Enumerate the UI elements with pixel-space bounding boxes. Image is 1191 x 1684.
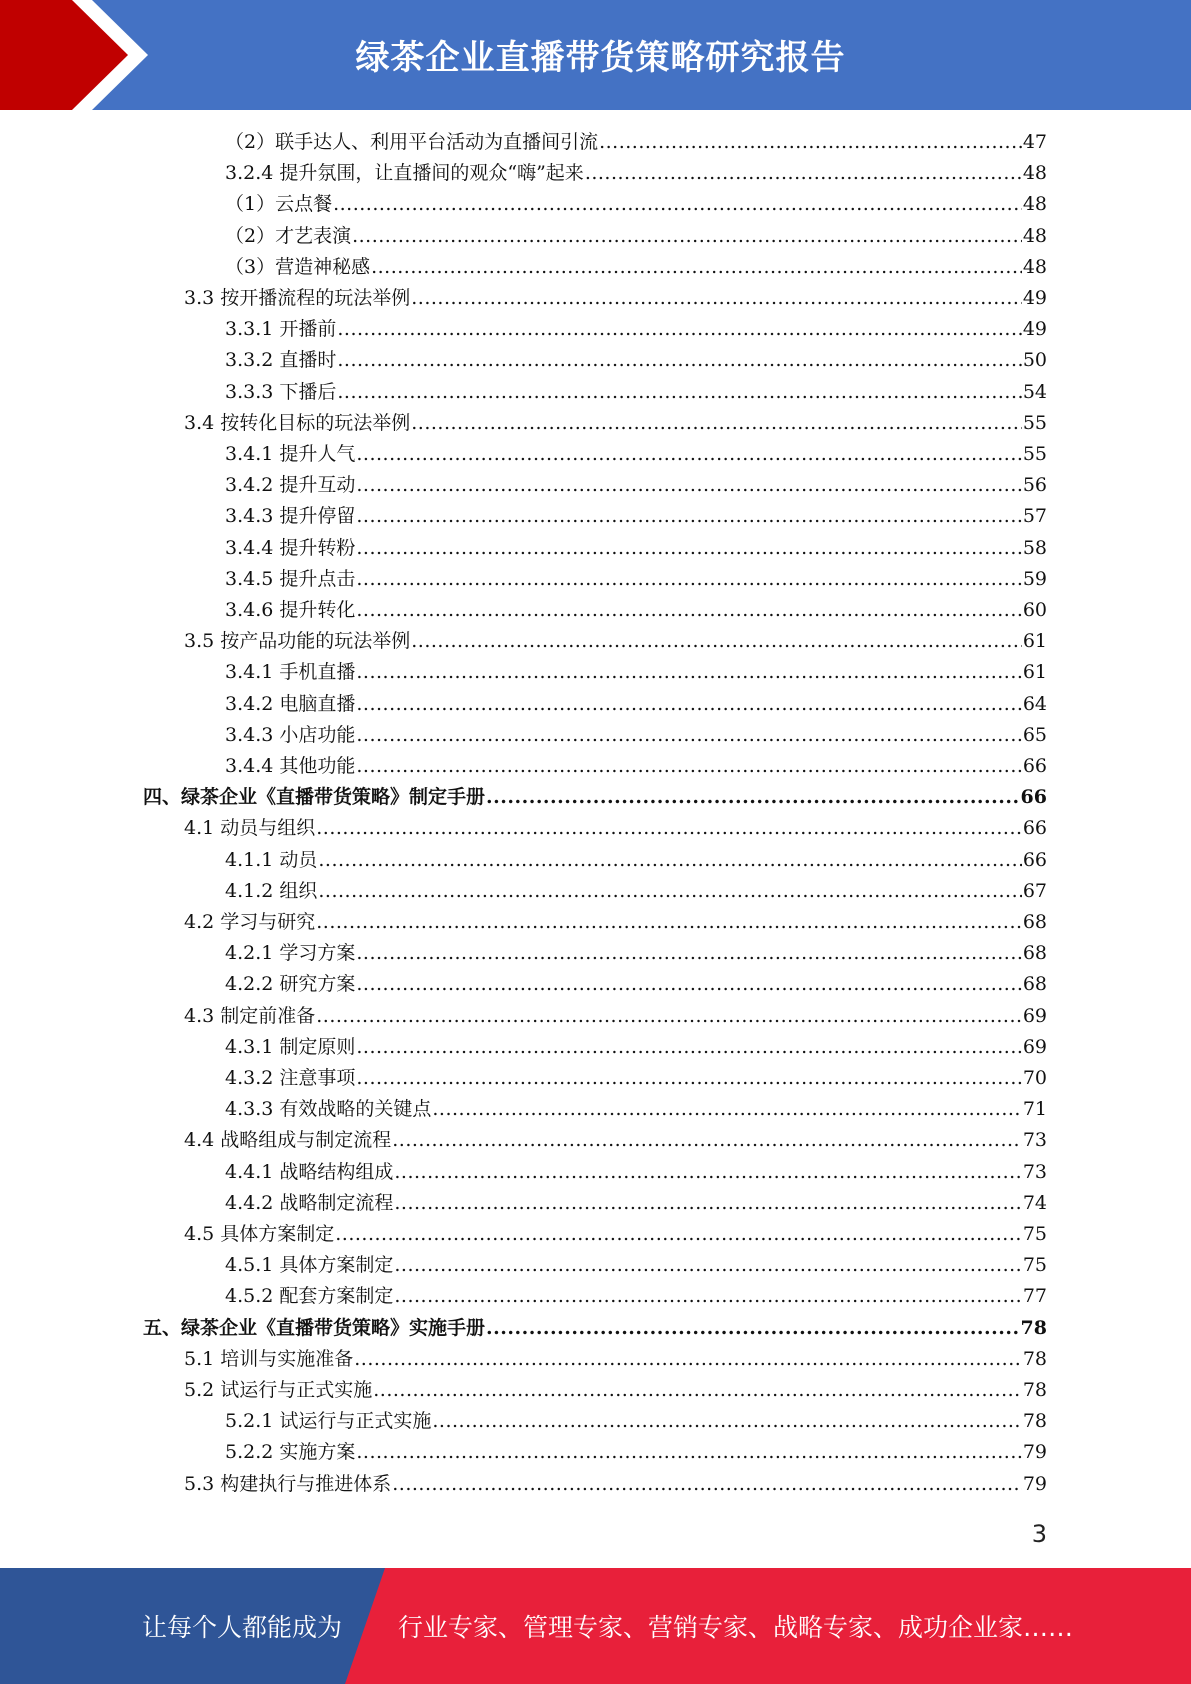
- toc-entry[interactable]: [225, 1094, 1047, 1125]
- toc-dot-leader: [318, 876, 1021, 907]
- toc-entry[interactable]: [225, 1032, 1047, 1063]
- toc-entry[interactable]: [225, 1157, 1047, 1188]
- toc-entry[interactable]: [225, 595, 1047, 626]
- toc-entry-title: 5.3 构建执行与推进体系: [184, 1472, 392, 1495]
- toc-dot-leader: [356, 689, 1021, 720]
- toc-entry[interactable]: [184, 1125, 1047, 1156]
- toc-dot-leader: [486, 1313, 1020, 1344]
- toc-dot-leader: [316, 1001, 1022, 1032]
- toc-dot-leader: [356, 657, 1021, 688]
- toc-entry-page: 75: [1022, 1223, 1047, 1245]
- toc-entry[interactable]: [225, 1281, 1047, 1312]
- toc-entry-page: 66: [1022, 755, 1047, 777]
- toc-entry-title: 4.4.1 战略结构组成: [225, 1160, 394, 1183]
- toc-entry[interactable]: [143, 782, 1047, 813]
- toc-entry-page: 55: [1022, 443, 1047, 465]
- toc-entry-title: 3.3.1 开播前: [225, 318, 337, 341]
- toc-entry-title: 4.3.3 有效战略的关键点: [225, 1098, 432, 1121]
- toc-entry-page: 73: [1022, 1160, 1047, 1183]
- toc-entry-page: 69: [1022, 1035, 1047, 1058]
- toc-entry-page: 48: [1022, 224, 1047, 247]
- toc-entry[interactable]: [225, 252, 1047, 283]
- toc-entry-page: 79: [1022, 1472, 1047, 1495]
- toc-entry[interactable]: [225, 657, 1047, 688]
- toc-entry-page: 79: [1022, 1441, 1047, 1464]
- toc-dot-leader: [356, 1032, 1021, 1063]
- toc-dot-leader: [316, 813, 1022, 844]
- toc-dot-leader: [356, 938, 1021, 969]
- toc-entry-title: （2）联手达人、利用平台活动为直播间引流: [225, 131, 599, 153]
- toc-dot-leader: [394, 1250, 1021, 1281]
- toc-dot-leader: [432, 1094, 1021, 1125]
- toc-entry-title: 4.2 学习与研究: [184, 911, 316, 933]
- toc-entry-title: 4.4.2 战略制定流程: [225, 1191, 394, 1214]
- page-footer: [0, 1568, 1191, 1684]
- toc-entry[interactable]: [225, 1406, 1047, 1437]
- toc-entry[interactable]: [225, 720, 1047, 751]
- toc-entry-title: 4.5.1 具体方案制定: [225, 1254, 394, 1277]
- page-number: 3: [1031, 1520, 1047, 1548]
- toc-entry-title: 3.3 按开播流程的玩法举例: [184, 287, 411, 309]
- toc-entry-title: 3.4.3 小店功能: [225, 723, 356, 746]
- toc-entry-page: 47: [1022, 131, 1047, 153]
- toc-entry[interactable]: [225, 533, 1047, 564]
- toc-entry-page: 48: [1022, 162, 1047, 185]
- toc-dot-leader: [356, 751, 1021, 782]
- toc-dot-leader: [356, 1437, 1021, 1468]
- toc-entry[interactable]: [225, 969, 1047, 1000]
- toc-dot-leader: [337, 314, 1021, 345]
- toc-entry-page: 66: [1022, 817, 1047, 840]
- toc-entry-page: 73: [1022, 1129, 1047, 1152]
- toc-entry-title: 4.1 动员与组织: [184, 817, 316, 840]
- toc-dot-leader: [394, 1188, 1021, 1219]
- toc-dot-leader: [337, 377, 1021, 408]
- toc-dot-leader: [373, 1375, 1022, 1406]
- toc-entry-page: 58: [1022, 536, 1047, 559]
- toc-entry-page: 49: [1022, 318, 1047, 341]
- toc-dot-leader: [352, 221, 1022, 252]
- toc-entry[interactable]: [225, 845, 1047, 876]
- toc-entry-title: 4.1.2 组织: [225, 879, 318, 902]
- toc-entry-title: 4.2.2 研究方案: [225, 973, 356, 996]
- toc-entry[interactable]: [184, 1344, 1047, 1375]
- toc-entry-title: 4.3.1 制定原则: [225, 1035, 356, 1058]
- toc-entry[interactable]: [225, 876, 1047, 907]
- footer-slogan: 让每个人都能成为: [142, 1613, 343, 1642]
- toc-entry-page: 59: [1022, 567, 1047, 590]
- toc-entry-title: 4.1.1 动员: [225, 848, 318, 871]
- toc-entry-title: 4.3 制定前准备: [184, 1004, 316, 1027]
- toc-entry[interactable]: [225, 564, 1047, 595]
- toc-entry-page: 78: [1022, 1379, 1047, 1401]
- toc-dot-leader: [392, 1125, 1022, 1156]
- toc-entry-title: （1）云点餐: [225, 193, 333, 216]
- toc-entry[interactable]: [225, 938, 1047, 969]
- toc-entry-page: 78: [1022, 1347, 1047, 1370]
- toc-dot-leader: [337, 345, 1021, 376]
- toc-entry[interactable]: [184, 626, 1047, 657]
- toc-entry-page: 55: [1022, 411, 1047, 434]
- toc-entry-page: 48: [1022, 193, 1047, 216]
- toc-entry[interactable]: [225, 377, 1047, 408]
- toc-entry-page: 69: [1022, 1004, 1047, 1027]
- toc-dot-leader: [486, 782, 1020, 813]
- toc-entry[interactable]: [184, 1375, 1047, 1406]
- toc-entry-title: 4.5 具体方案制定: [184, 1223, 335, 1245]
- toc-dot-leader: [411, 408, 1022, 439]
- toc-entry-page: 65: [1022, 723, 1047, 746]
- toc-dot-leader: [432, 1406, 1021, 1437]
- toc-dot-leader: [356, 470, 1021, 501]
- toc-entry[interactable]: [184, 813, 1047, 844]
- footer-roles: 行业专家、管理专家、营销专家、战略专家、成功企业家……: [398, 1613, 1074, 1642]
- toc-entry[interactable]: [225, 314, 1047, 345]
- toc-entry[interactable]: [225, 158, 1047, 189]
- toc-entry-page: 78: [1020, 1316, 1047, 1339]
- toc-entry-title: 3.2.4 提升氛围，让直播间的观众“嗨”起来: [225, 162, 584, 185]
- toc-entry-page: 66: [1020, 786, 1047, 809]
- toc-entry-title: 3.3.3 下播后: [225, 380, 337, 403]
- page-header: [0, 0, 1191, 110]
- toc-entry[interactable]: [184, 283, 1047, 314]
- toc-dot-leader: [354, 1344, 1022, 1375]
- toc-entry-title: 3.4.1 提升人气: [225, 443, 356, 465]
- toc-dot-leader: [411, 283, 1022, 314]
- toc-dot-leader: [356, 969, 1021, 1000]
- toc-dot-leader: [318, 845, 1021, 876]
- toc-entry[interactable]: [225, 1063, 1047, 1094]
- toc-dot-leader: [371, 252, 1022, 283]
- toc-entry-title: 5.2.2 实施方案: [225, 1441, 356, 1464]
- toc-entry-title: 4.2.1 学习方案: [225, 942, 356, 965]
- toc-entry-page: 49: [1022, 287, 1047, 309]
- toc-entry-title: 3.4.2 提升互动: [225, 474, 356, 497]
- toc-entry[interactable]: [225, 1250, 1047, 1281]
- toc-entry[interactable]: [184, 1001, 1047, 1032]
- toc-entry-title: 5.2 试运行与正式实施: [184, 1379, 373, 1401]
- toc-dot-leader: [316, 907, 1022, 938]
- toc-entry-page: 68: [1022, 911, 1047, 933]
- toc-entry-page: 57: [1022, 505, 1047, 528]
- toc-dot-leader: [356, 533, 1021, 564]
- toc-dot-leader: [394, 1281, 1021, 1312]
- toc-dot-leader: [356, 720, 1021, 751]
- toc-entry-title: （2）才艺表演: [225, 224, 352, 247]
- toc-dot-leader: [356, 1063, 1021, 1094]
- toc-entry-title: 3.4.4 提升转粉: [225, 536, 356, 559]
- toc-dot-leader: [335, 1219, 1022, 1250]
- toc-entry-title: 3.3.2 直播时: [225, 349, 337, 372]
- toc-entry-page: 71: [1022, 1098, 1047, 1121]
- toc-entry-page: 75: [1022, 1254, 1047, 1277]
- toc-entry[interactable]: [184, 907, 1047, 938]
- toc-entry-title: 5.1 培训与实施准备: [184, 1347, 354, 1370]
- toc-entry[interactable]: [225, 221, 1047, 252]
- toc-entry-title: 3.4.1 手机直播: [225, 661, 356, 684]
- toc-entry-title: 四、绿茶企业《直播带货策略》制定手册: [143, 786, 486, 809]
- toc-entry-title: （3）营造神秘感: [225, 255, 371, 278]
- toc-entry[interactable]: [225, 470, 1047, 501]
- toc-entry[interactable]: [184, 1219, 1047, 1250]
- toc-entry[interactable]: [143, 1313, 1047, 1344]
- toc-entry[interactable]: [225, 501, 1047, 532]
- toc-entry-page: 67: [1022, 879, 1047, 902]
- toc-dot-leader: [356, 595, 1021, 626]
- toc-dot-leader: [585, 158, 1022, 189]
- toc-entry[interactable]: [225, 689, 1047, 720]
- toc-dot-leader: [394, 1157, 1021, 1188]
- toc-entry[interactable]: [225, 439, 1047, 470]
- toc-entry-title: 3.4.2 电脑直播: [225, 692, 356, 715]
- toc-entry-page: 77: [1022, 1285, 1047, 1308]
- toc-entry[interactable]: [184, 408, 1047, 439]
- toc-entry-title: 3.4.3 提升停留: [225, 505, 356, 528]
- toc-dot-leader: [599, 127, 1022, 158]
- toc-dot-leader: [356, 501, 1021, 532]
- toc-dot-leader: [411, 626, 1022, 657]
- document-title: 绿茶企业直播带货策略研究报告: [355, 38, 846, 78]
- toc-entry-page: 66: [1022, 848, 1047, 871]
- toc-entry[interactable]: [184, 1469, 1047, 1500]
- toc-entry-title: 3.4.5 提升点击: [225, 567, 356, 590]
- toc-entry-title: 3.5 按产品功能的玩法举例: [184, 630, 411, 653]
- toc-entry-page: 74: [1022, 1191, 1047, 1214]
- toc-entry-page: 54: [1022, 380, 1047, 403]
- toc-entry-page: 61: [1022, 661, 1047, 684]
- toc-entry[interactable]: [225, 127, 1047, 158]
- toc-entry-page: 68: [1022, 973, 1047, 996]
- toc-entry[interactable]: [225, 345, 1047, 376]
- toc-entry-title: 五、绿茶企业《直播带货策略》实施手册: [143, 1316, 486, 1339]
- toc-entry-title: 5.2.1 试运行与正式实施: [225, 1410, 432, 1433]
- toc-entry-page: 61: [1022, 630, 1047, 653]
- toc-dot-leader: [356, 439, 1021, 470]
- toc-entry[interactable]: [225, 1437, 1047, 1468]
- toc-entry-page: 56: [1022, 474, 1047, 497]
- toc-entry-title: 3.4.4 其他功能: [225, 755, 356, 777]
- toc-entry-title: 4.4 战略组成与制定流程: [184, 1129, 392, 1152]
- toc-dot-leader: [356, 564, 1021, 595]
- toc-entry-title: 3.4.6 提升转化: [225, 599, 356, 621]
- toc-dot-leader: [392, 1469, 1022, 1500]
- toc-entry[interactable]: [225, 1188, 1047, 1219]
- toc-entry[interactable]: [225, 189, 1047, 220]
- toc-entry-page: 70: [1022, 1067, 1047, 1089]
- toc-entry-page: 50: [1022, 349, 1047, 372]
- toc-entry-page: 60: [1022, 599, 1047, 621]
- toc-entry[interactable]: [225, 751, 1047, 782]
- toc-entry-title: 3.4 按转化目标的玩法举例: [184, 411, 411, 434]
- toc-entry-page: 64: [1022, 692, 1047, 715]
- toc-entry-title: 4.3.2 注意事项: [225, 1067, 356, 1089]
- toc-entry-page: 68: [1022, 942, 1047, 965]
- toc-entry-page: 48: [1022, 255, 1047, 278]
- toc-entry-page: 78: [1022, 1410, 1047, 1433]
- toc-entry-title: 4.5.2 配套方案制定: [225, 1285, 394, 1308]
- toc-dot-leader: [333, 189, 1022, 220]
